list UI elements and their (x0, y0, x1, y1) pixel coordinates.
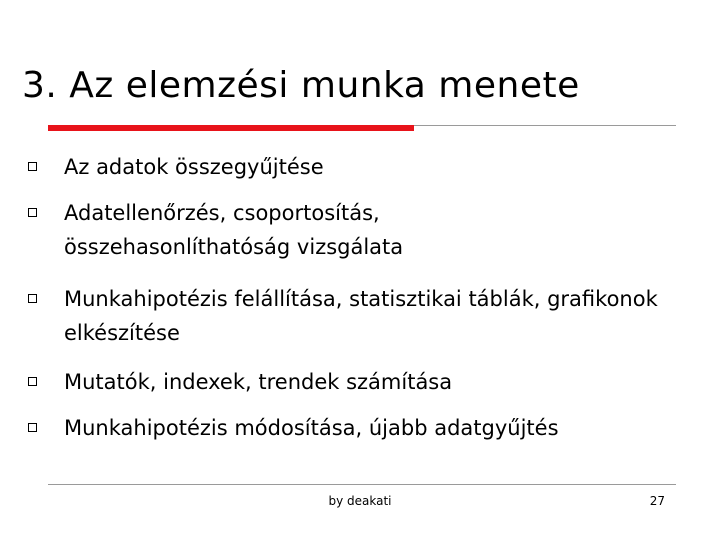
hollow-square-icon (28, 377, 37, 386)
bullet-text: Mutatók, indexek, trendek számítása (64, 370, 453, 394)
footer-author: by deakati (328, 494, 392, 508)
hollow-square-icon (28, 423, 37, 432)
bullet-text: Az adatok összegyűjtése (64, 155, 324, 179)
hollow-square-icon (28, 162, 37, 171)
hollow-square-icon (28, 294, 37, 303)
slide-title: 3. Az elemzési munka menete (22, 65, 580, 106)
bullet-text: Adatellenőrzés, csoportosítás, összehasonlíthatóság vizsgálata (64, 201, 404, 259)
bullet-text: Munkahipotézis módosítása, újabb adatgyűjtés (64, 416, 559, 440)
hollow-square-icon (28, 208, 37, 217)
page-number: 27 (649, 494, 665, 508)
bullet-text: Munkahipotézis felállítása, statisztikai táblák, grafikonok elkészítése (64, 287, 658, 345)
footer-rule (48, 484, 676, 485)
